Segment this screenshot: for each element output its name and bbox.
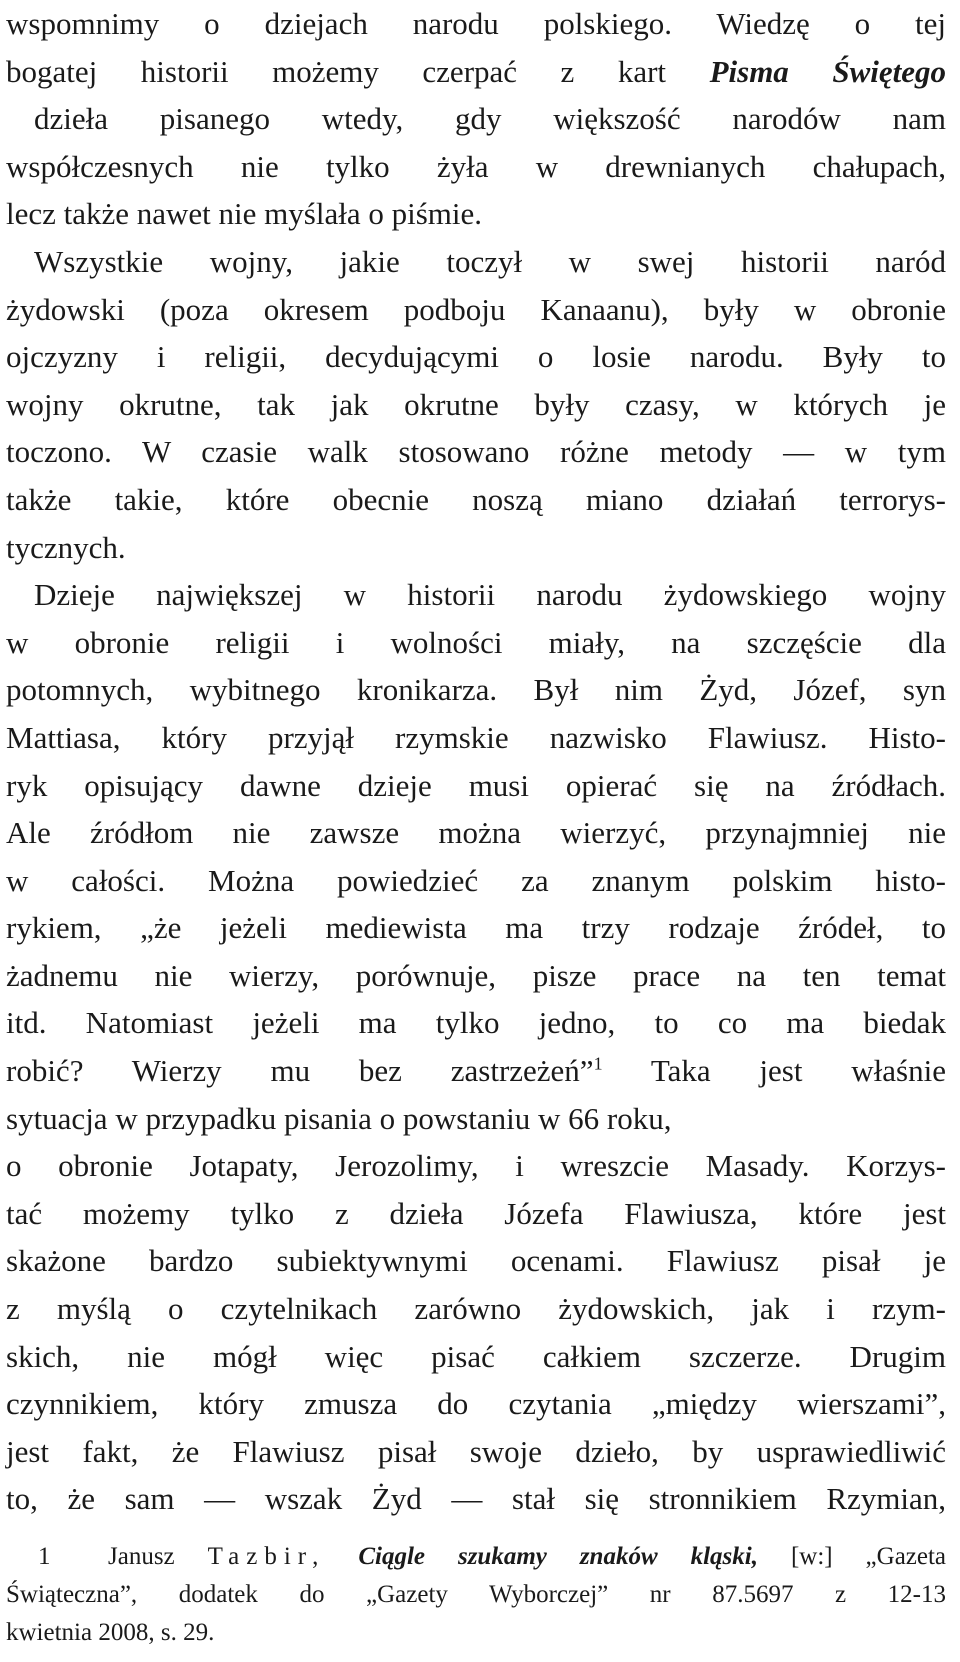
text-line-8: ojczyzny i religii, decydującymi o losie narodu. Były to [6,339,946,375]
footnote-line-1 [6,1538,946,1576]
text-line-19: w całości. Można powiedzieć za znanym polskim histo- [6,862,946,898]
footnote-source: [w:] „Gazeta [790,1543,947,1570]
text-line-31: jest fakt, że Flawiusz pisał swoje dzieło, by usprawiedliwić [6,1433,946,1469]
text-line-15: potomnych, wybitnego kronikarza. Był nim Żyd, Józef, syn [6,672,946,708]
text-line-7: żydowski (poza okresem podboju Kanaanu), były w obronie [6,291,946,327]
main-text [6,0,946,1523]
text-line-27: skażone bardzo subiektywnymi ocenami. Flawiusz pisał je [6,1243,946,1279]
text-line-23 [6,1047,946,1095]
text-line-16: Mattiasa, który przyjął rzymskie nazwisko Flawiusz. Histo- [6,719,946,755]
footnote-number: 1 [38,1543,51,1570]
text-line-1: wspomnimy o dziejach narodu polskiego. Wiedzę o tej [6,6,946,41]
text-line-25: o obronie Jotapaty, Jerozolimy, i wreszcie Masady. Korzys- [6,1148,946,1184]
text-line-22: itd. Natomiast jeżeli ma tylko jedno, to co ma biedak [6,1005,946,1041]
text-line-32: to, że sam — wszak Żyd — stał się stronnikiem Rzymian, [6,1481,946,1517]
text-line-11: także takie, które obecnie noszą miano działań terrorys- [6,481,946,517]
text-line-2-a: bogatej historii możemy czerpać z kart [6,53,667,89]
scripture-title: Pisma Świętego [709,53,946,89]
text-line-26: tać możemy tylko z dzieła Józefa Flawiusza, które jest [6,1195,946,1231]
footnote-title: Ciągle szukamy znaków kląski, [358,1543,758,1570]
text-line-21: żadnemu nie wierzy, porównuje, pisze prace na ten temat [6,957,946,993]
text-line-3: dzieła pisanego wtedy, gdy większość narodów nam [34,101,946,137]
footnote-author-first: Janusz [108,1543,175,1570]
footnote-author-last: Tazbir, [207,1543,326,1570]
text-line-2 [6,48,946,96]
text-line-17: ryk opisujący dawne dzieje musi opierać się na źródłach. [6,767,946,803]
text-line-14: w obronie religii i wolności miały, na szczęście dla [6,624,946,660]
text-line-13: Dzieje największej w historii narodu żydowskiego wojny [34,577,946,613]
text-line-24: sytuacja w przypadku pisania o powstaniu w 66 roku, [6,1100,672,1136]
text-line-23-b: Taka jest właśnie [602,1053,946,1089]
text-line-10: toczono. W czasie walk stosowano różne metody — w tym [6,434,946,470]
text-line-30: czynnikiem, który zmusza do czytania „między wierszami”, [6,1386,946,1422]
text-line-18: Ale źródłom nie zawsze można wierzyć, przynajmniej nie [6,815,946,851]
text-line-5: lecz także nawet nie myślała o piśmie. [6,196,483,232]
footnote-reference[interactable]: 1 [593,1053,603,1074]
text-line-29: skich, nie mógł więc pisać całkiem szczerze. Drugim [6,1338,946,1374]
text-line-9: wojny okrutne, tak jak okrutne były czasy, w których je [6,386,946,422]
text-line-28: z myślą o czytelnikach zarówno żydowskich, jak i rzym- [6,1291,946,1327]
footnote [6,1538,946,1652]
text-line-12: tycznych. [6,529,126,565]
footnote-line-3: kwietnia 2008, s. 29. [6,1619,215,1646]
text-line-20: rykiem, „że jeżeli mediewista ma trzy rodzaje źródeł, to [6,910,946,946]
text-line-6: Wszystkie wojny, jakie toczył w swej historii naród [34,243,946,279]
text-line-4: współczesnych nie tylko żyła w drewnianych chałupach, [6,148,946,184]
text-line-23-a: robić? Wierzy mu bez zastrzeżeń” [6,1053,594,1089]
footnote-line-2: Świąteczna”, dodatek do „Gazety Wyborczej” nr 87.5697 z 12-13 [6,1581,946,1608]
